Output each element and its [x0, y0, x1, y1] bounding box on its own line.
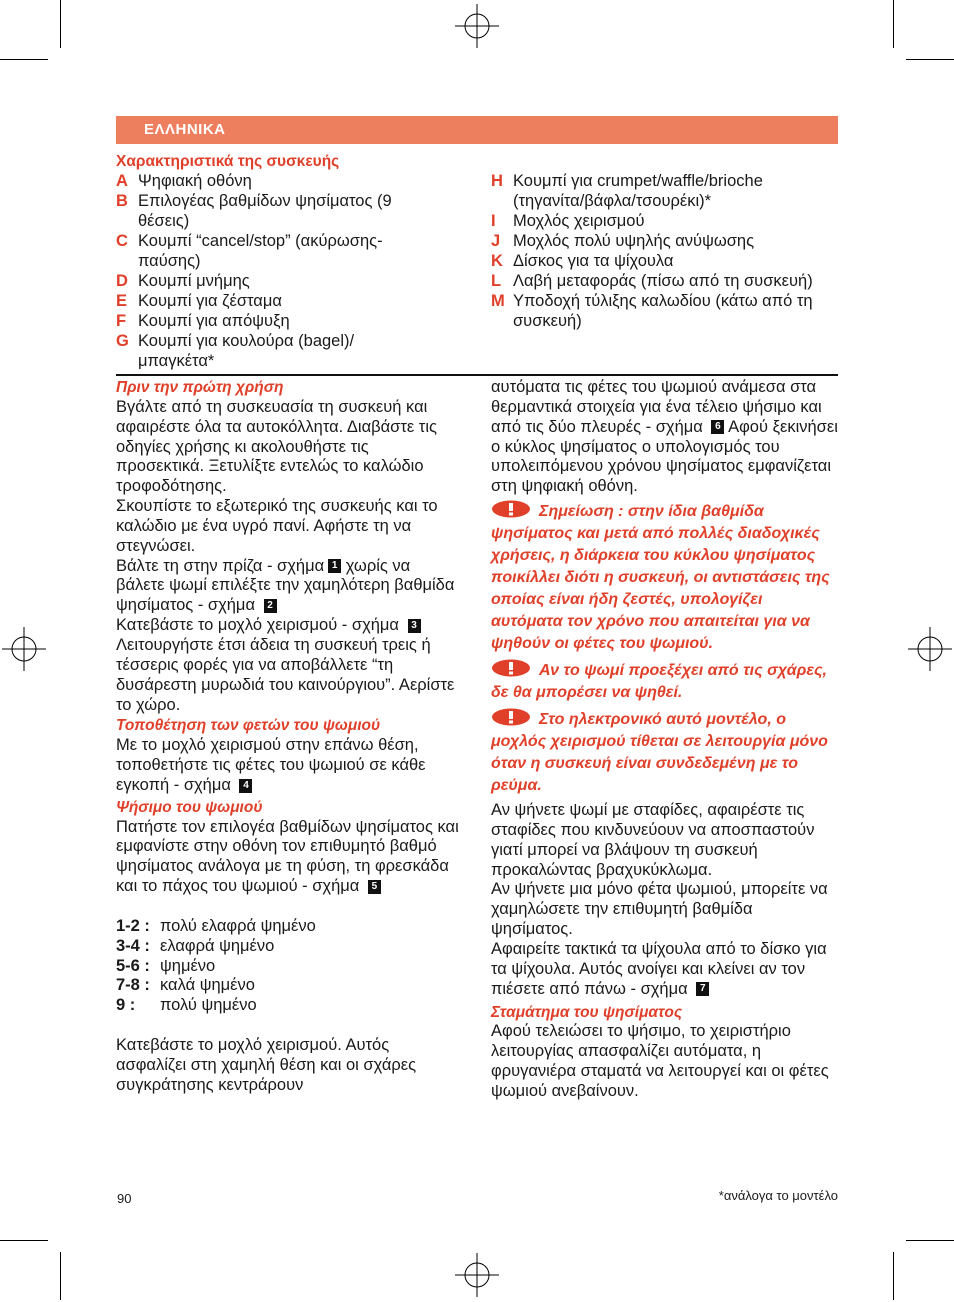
- body-text: Αν ψήνετε μια μόνο φέτα ψωμιού, μπορείτε να χαμηλώσετε την επιθυμητή βαθμίδα ψησίματος.: [491, 880, 828, 939]
- text-run: Βάλτε τη στην πρίζα - σχήμα: [116, 556, 325, 575]
- crop-mark: [60, 0, 61, 48]
- placing-text: [116, 736, 461, 796]
- level-value: πολύ ελαφρά ψημένο: [160, 916, 316, 935]
- feature-letter: E: [116, 292, 128, 310]
- note-block: [491, 708, 838, 797]
- feature-item: [116, 311, 416, 331]
- registration-mark-icon: [908, 627, 952, 671]
- note-block: [491, 500, 838, 655]
- toasting-levels: [116, 917, 461, 1016]
- feature-text: Υποδοχή τύλιξης καλωδίου (κάτω από τη συσκευή): [513, 292, 813, 330]
- figure-ref: 3: [408, 619, 421, 633]
- feature-item: [491, 171, 821, 211]
- text-run: Με το μοχλό χειρισμού στην επάνω θέση, τοποθετήστε τις φέτες του ψωμιού σε κάθε εγκοπή - σχήμα: [116, 736, 426, 794]
- first-use-text: [116, 557, 461, 617]
- footnote: *ανάλογα το μοντέλο: [718, 1188, 838, 1203]
- figure-ref: 6: [711, 420, 724, 434]
- warning-hand-icon: [491, 500, 531, 518]
- first-use-text: Βγάλτε από τη συσκευασία τη συσκευή και αφαιρέστε όλα τα αυτοκόλλητα. Διαβάστε τις οδηγίες χρήσης κι ακολουθήστε τις προσεκτικά. Ξετυλίξτε εντελώς το καλώδιο τροφοδότησης.: [116, 397, 437, 496]
- level-key: 5-6 :: [116, 956, 150, 975]
- crop-mark: [60, 1252, 61, 1300]
- feature-item: [116, 291, 416, 311]
- text-run: Πατήστε τον επιλογέα βαθμίδων ψησίματος και εμφανίστε στην οθόνη τον επιθυμητό βαθμό ψησίματος ανάλογα με τη φύση, τη φρεσκάδα και το πάχος του ψωμιού - σχήμα: [116, 817, 459, 896]
- note-text: Σημείωση : στην ίδια βαθμίδα ψησίματος και μετά από πολλές διαδοχικές χρήσεις, η διάρκεια του κύκλου ψησίματος ποικίλλει διότι η συσκευή, οι αντιστάσεις της οποίας είναι ήδη ζεστές, υπολογίζει αυτόματα τον χρόνο που απαιτείται για να ψηθούν οι φέτες του ψωμιού.: [491, 503, 830, 653]
- feature-letter: L: [491, 272, 502, 290]
- feature-text: Κουμπί για απόψυξη: [138, 312, 290, 330]
- body-text: Αν ψήνετε ψωμί με σταφίδες, αφαιρέστε τις σταφίδες που κινδυνεύουν να αποσπαστούν γιατί μπορεί να βλάψουν τη συσκευή προκαλώντας βραχυκύκλωμα.: [491, 801, 815, 879]
- level-key: 1-2 :: [116, 916, 150, 935]
- feature-item: [116, 331, 416, 371]
- feature-text: Κουμπί για crumpet/waffle/brioche (τηγανίτα/βάφλα/τσουρέκι)*: [513, 172, 763, 210]
- feature-letter: A: [116, 172, 128, 190]
- text-run: Αφαιρείτε τακτικά τα ψίχουλα από το δίσκο για τα ψίχουλα. Αυτός ανοίγει και κλείνει αν τον πιέσετε από πάνω - σχήμα: [491, 939, 827, 998]
- feature-letter: G: [116, 332, 129, 350]
- right-column: [491, 378, 838, 1102]
- figure-ref: 7: [696, 982, 709, 996]
- feature-item: [491, 211, 821, 231]
- feature-letter: J: [491, 232, 501, 250]
- feature-text: Επιλογέας βαθμίδων ψησίματος (9 θέσεις): [138, 192, 392, 230]
- level-key: 7-8 :: [116, 976, 150, 995]
- crop-mark: [906, 1240, 954, 1241]
- first-use-text: [116, 616, 461, 636]
- level-value: ελαφρά ψημένο: [160, 936, 275, 955]
- note-text: Αν το ψωμί προεξέχει από τις σχάρες, δε θα μπορέσει να ψηθεί.: [491, 662, 827, 702]
- feature-letter: C: [116, 232, 128, 250]
- feature-item: [491, 231, 821, 251]
- crop-mark: [0, 1240, 48, 1241]
- note-block: [491, 659, 838, 704]
- registration-mark-icon: [2, 627, 46, 671]
- crop-mark: [0, 59, 48, 60]
- feature-letter: I: [491, 212, 496, 230]
- text-run: Αφού ξεκινήσει ο κύκλος ψησίματος ο υπολογισμός του υπολειπόμενου χρόνου ψησίματος εμφανίζεται στη ψηφιακή οθόνη.: [491, 417, 838, 496]
- warning-hand-icon: [491, 708, 531, 726]
- crop-mark: [893, 1252, 894, 1300]
- feature-item: [116, 191, 416, 231]
- feature-text: Κουμπί για κουλούρα (bagel)/μπαγκέτα*: [138, 332, 355, 370]
- feature-text: Κουμπί μνήμης: [138, 272, 250, 290]
- note-text: Στο ηλεκτρονικό αυτό μοντέλο, ο μοχλός χειρισμού τίθεται σε λειτουργία μόνο όταν η συσκευή είναι συνδεδεμένη με το ρεύμα.: [491, 711, 828, 795]
- feature-text: Κουμπί “cancel/stop” (ακύρωσης-παύσης): [138, 232, 383, 270]
- level-value: ψημένο: [160, 956, 216, 975]
- body-text: [491, 940, 838, 1000]
- figure-ref: 1: [328, 559, 341, 573]
- registration-mark-icon: [455, 4, 499, 48]
- feature-item: [491, 271, 821, 291]
- feature-letter: K: [491, 252, 503, 270]
- features-title: Χαρακτηριστικά της συσκευής: [116, 153, 340, 170]
- figure-ref: 4: [239, 779, 252, 793]
- feature-item: [491, 291, 821, 331]
- features-left: [116, 152, 416, 371]
- language-bar: ΕΛΛΗΝΙΚΑ: [116, 116, 838, 144]
- crop-mark: [893, 0, 894, 48]
- level-value: καλά ψημένο: [160, 976, 255, 995]
- figure-ref: 5: [368, 880, 381, 894]
- feature-letter: F: [116, 312, 127, 330]
- body-text: Αφού τελειώσει το ψήσιμο, το χειριστήριο λειτουργίας απασφαλίζει αυτόματα, η φρυγανιέρα σταματά να λειτουργεί και οι φέτες ψωμιού ανεβαίνουν.: [491, 1022, 829, 1100]
- feature-item: [116, 231, 416, 271]
- feature-text: Λαβή μεταφοράς (πίσω από τη συσκευή): [513, 272, 813, 290]
- toasting-text: Κατεβάστε το μοχλό χειρισμού. Αυτός ασφαλίζει στη χαμηλή θέση και οι σχάρες συγκράτησης κεντράρουν: [116, 1036, 417, 1094]
- body-text: [491, 378, 838, 497]
- feature-letter: D: [116, 272, 128, 290]
- feature-text: Ψηφιακή οθόνη: [138, 172, 252, 190]
- crop-mark: [906, 59, 954, 60]
- features-right: [491, 171, 821, 331]
- left-column: [116, 378, 461, 1096]
- feature-text: Μοχλός πολύ υψηλής ανύψωσης: [513, 232, 755, 250]
- feature-text: Μοχλός χειρισμού: [513, 212, 645, 230]
- stop-heading: Σταμάτημα του ψησίματος: [491, 1003, 683, 1021]
- first-use-heading: Πριν την πρώτη χρήση: [116, 379, 284, 396]
- toasting-text: [116, 818, 461, 897]
- section-divider: [116, 374, 838, 376]
- feature-letter: M: [491, 292, 505, 310]
- first-use-text: Σκουπίστε το εξωτερικό της συσκευής και το καλώδιο με ένα υγρό πανί. Αφήστε τη να στεγνώσει.: [116, 497, 438, 555]
- placing-heading: Τοποθέτηση των φετών του ψωμιού: [116, 717, 381, 735]
- level-value: πολύ ψημένο: [160, 996, 257, 1015]
- first-use-text: Λειτουργήστε έτσι άδεια τη συσκευή τρεις ή τέσσερις φορές για να αποβάλλετε “τη δυσάρεστη μυρωδιά του καινούργιου”. Αερίστε το χώρο.: [116, 635, 455, 714]
- feature-item: [491, 251, 821, 271]
- page-number: 90: [117, 1191, 132, 1206]
- toasting-heading: Ψήσιμο του ψωμιού: [116, 798, 263, 816]
- feature-letter: H: [491, 172, 503, 190]
- warning-hand-icon: [491, 659, 531, 677]
- feature-text: Κουμπί για ζέσταμα: [138, 292, 282, 310]
- feature-text: Δίσκος για τα ψίχουλα: [513, 252, 674, 270]
- level-key: 9 :: [116, 996, 136, 1015]
- text-run: χωρίς να βάλετε ψωμί επιλέξτε την χαμηλότερη βαθμίδα ψησίματος - σχήμα: [116, 556, 455, 615]
- registration-mark-icon: [455, 1253, 499, 1297]
- figure-ref: 2: [264, 599, 277, 613]
- feature-item: [116, 171, 416, 191]
- text-run: αυτόματα τις φέτες του ψωμιού ανάμεσα στα θερμαντικά στοιχεία για ένα τέλειο ψήσιμο και από τις δύο πλευρές - σχήμα: [491, 378, 822, 436]
- level-key: 3-4 :: [116, 936, 150, 955]
- feature-item: [116, 271, 416, 291]
- text-run: Κατεβάστε το μοχλό χειρισμού - σχήμα: [116, 616, 399, 635]
- feature-letter: B: [116, 192, 128, 210]
